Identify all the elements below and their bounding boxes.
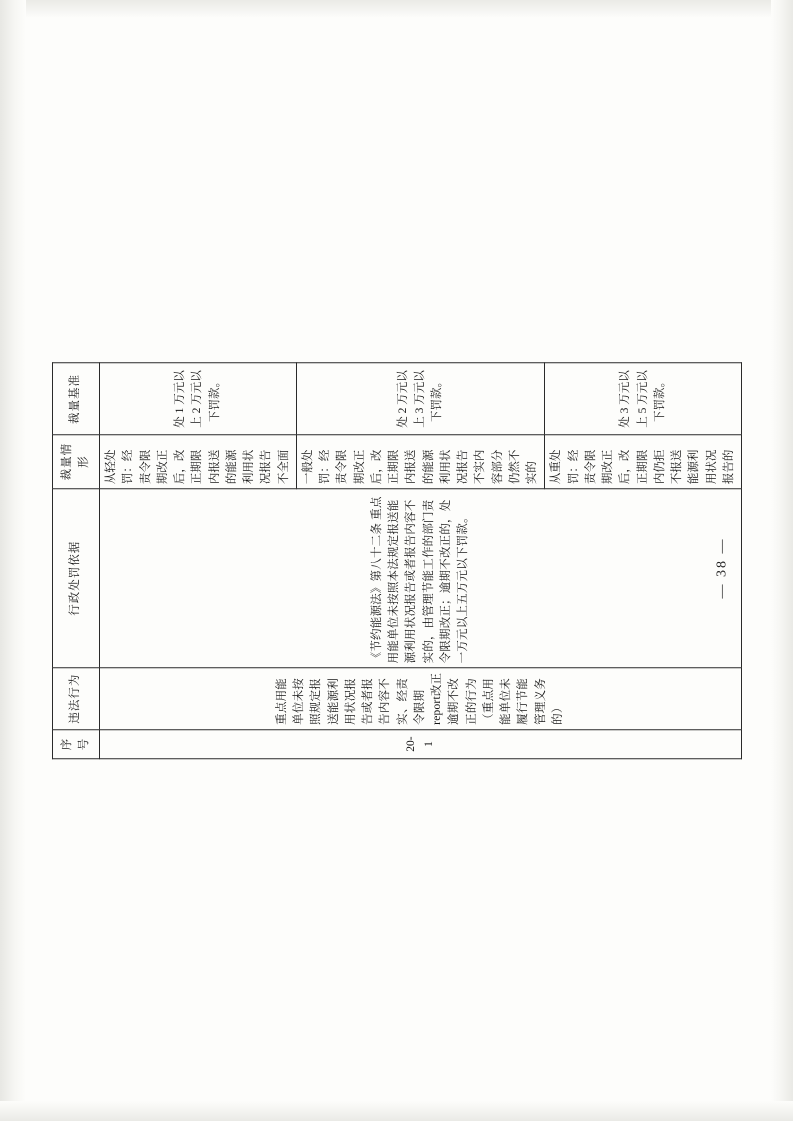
table-row (99, 363, 296, 759)
page-number: — 38 — (714, 537, 730, 599)
cell-discretion-standard: 处 2 万元以上 3 万元以下罚款。 (296, 363, 545, 434)
header-act: 违法行为 (52, 667, 99, 728)
cell-discretion-standard: 处 3 万元以上 5 万元以下罚款。 (544, 363, 741, 434)
rotated-table-container (52, 362, 742, 759)
header-seq: 序号 (52, 729, 99, 758)
header-standard: 裁量基准 (52, 363, 99, 434)
scan-edge-left (0, 0, 26, 1121)
cell-legal-basis: 《节约能源法》第八十二条 重点用能单位未按照本法规定报送能源利用状况报告或者报告内容不实的，由管理节能工作的部门责令限期改正；逾期不改正的，处一万元以上五万元以下罚款。 (99, 488, 741, 667)
scan-edge-top (0, 0, 793, 18)
penalty-discretion-table (52, 362, 742, 759)
cell-illegal-act: 重点用能单位未按照规定报送能源利用状况报告或者报告内容不实、经责令限期report改正逾期不改正的行为（重点用能单位未履行节能管理义务的） (99, 667, 741, 728)
cell-discretion-case: 从重处罚：经责令限期改正后，改正期限内仍拒不报送能源利用状况报告的 (544, 434, 741, 488)
header-basis: 行政处罚依据 (52, 488, 99, 667)
cell-discretion-case: 一般处罚：经责令限期改正后，改正期限内报送的能源利用状况报告不实内容部分仍然不实的 (296, 434, 545, 488)
scan-edge-bottom (0, 1101, 793, 1121)
table-header-row (52, 363, 99, 759)
header-case: 裁量情形 (52, 434, 99, 488)
cell-discretion-case: 从轻处罚：经责令限期改正后，改正期限内报送的能源利用状况报告不全面 (99, 434, 296, 488)
scan-edge-right (771, 0, 793, 1121)
cell-discretion-standard: 处 1 万元以上 2 万元以下罚款。 (99, 363, 296, 434)
cell-sequence-number: 20-1 (99, 729, 741, 758)
